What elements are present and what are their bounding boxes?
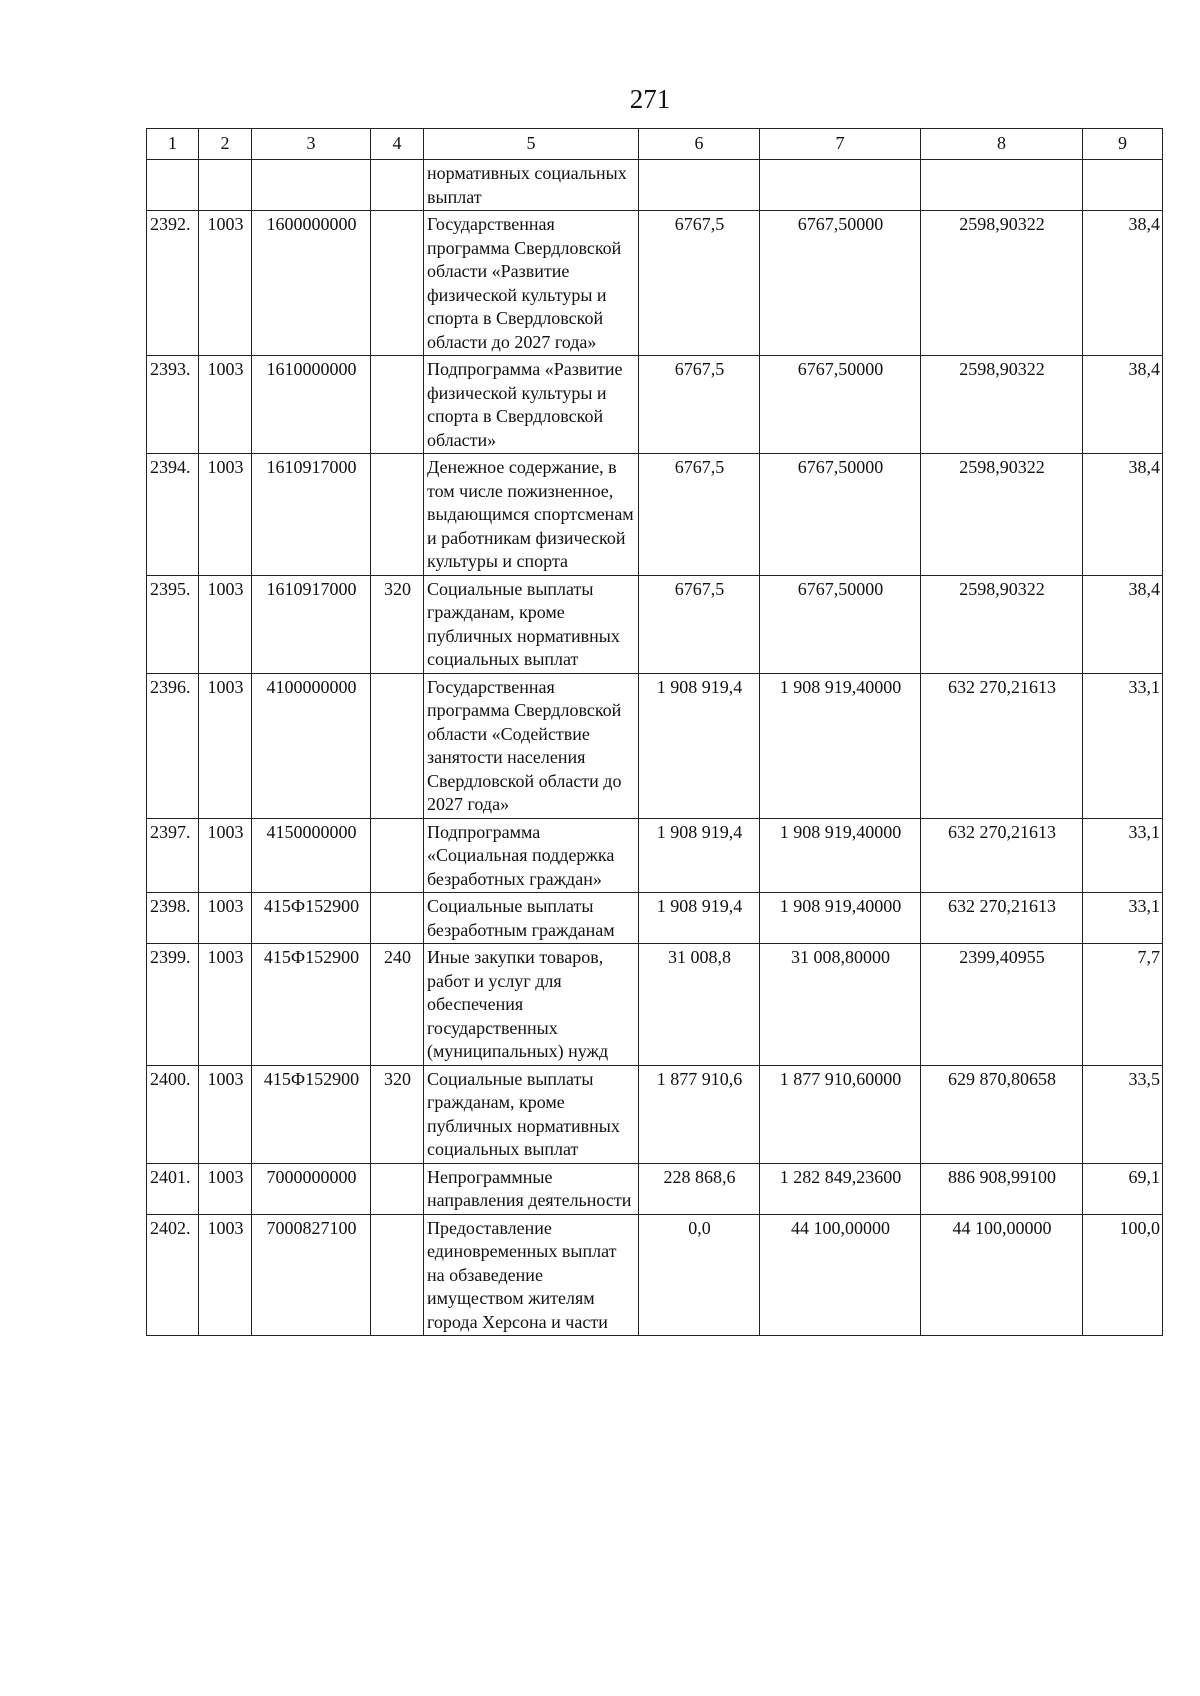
value-col8-cell: 629 870,80658 [921, 1065, 1083, 1163]
section-code-cell: 1003 [199, 1214, 252, 1336]
expense-type-cell [371, 356, 424, 454]
value-col7-cell: 1 908 919,40000 [760, 893, 921, 944]
col-header-9: 9 [1083, 129, 1163, 160]
description-cell: Иные закупки товаров, работ и услуг для обеспечения государственных (муниципальных) нужд [424, 944, 639, 1066]
value-col7-cell: 31 008,80000 [760, 944, 921, 1066]
table-row [147, 1214, 1163, 1336]
value-col8-cell: 2598,90322 [921, 575, 1083, 673]
expense-type-cell [371, 454, 424, 576]
target-code-cell: 1600000000 [252, 211, 371, 356]
expense-type-cell [371, 211, 424, 356]
table-row [147, 673, 1163, 818]
value-col6-cell: 1 908 919,4 [639, 893, 760, 944]
description-cell: Предоставление единовременных выплат на обзаведение имуществом жителям города Херсона и части [424, 1214, 639, 1336]
section-code-cell: 1003 [199, 944, 252, 1066]
target-code-cell: 4150000000 [252, 818, 371, 893]
col-header-7: 7 [760, 129, 921, 160]
section-code-cell: 1003 [199, 673, 252, 818]
row-number-cell: 2393. [147, 356, 199, 454]
row-number-cell: 2401. [147, 1163, 199, 1214]
expense-type-cell [371, 673, 424, 818]
value-col8-cell: 632 270,21613 [921, 673, 1083, 818]
description-cell: Социальные выплаты гражданам, кроме публичных нормативных социальных выплат [424, 1065, 639, 1163]
table-row [147, 211, 1163, 356]
value-col6-cell: 1 877 910,6 [639, 1065, 760, 1163]
section-code-cell: 1003 [199, 1065, 252, 1163]
description-cell: нормативных социальных выплат [424, 160, 639, 211]
table-row [147, 356, 1163, 454]
row-number-cell [147, 160, 199, 211]
value-col8-cell [921, 160, 1083, 211]
percent-cell: 33,1 [1083, 818, 1163, 893]
value-col6-cell: 6767,5 [639, 454, 760, 576]
expense-type-cell: 320 [371, 1065, 424, 1163]
expense-type-cell: 320 [371, 575, 424, 673]
section-code-cell [199, 160, 252, 211]
section-code-cell: 1003 [199, 1163, 252, 1214]
percent-cell: 38,4 [1083, 211, 1163, 356]
section-code-cell: 1003 [199, 893, 252, 944]
col-header-2: 2 [199, 129, 252, 160]
expense-type-cell [371, 1214, 424, 1336]
target-code-cell: 415Ф152900 [252, 1065, 371, 1163]
percent-cell: 38,4 [1083, 356, 1163, 454]
value-col6-cell: 6767,5 [639, 356, 760, 454]
percent-cell: 33,1 [1083, 893, 1163, 944]
row-number-cell: 2402. [147, 1214, 199, 1336]
value-col8-cell: 886 908,99100 [921, 1163, 1083, 1214]
value-col6-cell: 31 008,8 [639, 944, 760, 1066]
value-col7-cell: 6767,50000 [760, 356, 921, 454]
value-col6-cell: 6767,5 [639, 211, 760, 356]
col-header-4: 4 [371, 129, 424, 160]
percent-cell: 7,7 [1083, 944, 1163, 1066]
description-cell: Денежное содержание, в том числе пожизненное, выдающимся спортсменам и работникам физической культуры и спорта [424, 454, 639, 576]
percent-cell: 33,1 [1083, 673, 1163, 818]
page-number: 271 [629, 84, 671, 114]
description-cell: Социальные выплаты гражданам, кроме публичных нормативных социальных выплат [424, 575, 639, 673]
table-row [147, 454, 1163, 576]
value-col6-cell [639, 160, 760, 211]
value-col8-cell: 2598,90322 [921, 211, 1083, 356]
value-col7-cell: 1 282 849,23600 [760, 1163, 921, 1214]
col-header-6: 6 [639, 129, 760, 160]
col-header-3: 3 [252, 129, 371, 160]
budget-table [146, 128, 1163, 1336]
percent-cell: 33,5 [1083, 1065, 1163, 1163]
percent-cell [1083, 160, 1163, 211]
section-code-cell: 1003 [199, 211, 252, 356]
value-col7-cell: 1 908 919,40000 [760, 673, 921, 818]
row-number-cell: 2394. [147, 454, 199, 576]
description-cell: Социальные выплаты безработным гражданам [424, 893, 639, 944]
expense-type-cell [371, 160, 424, 211]
value-col8-cell: 2598,90322 [921, 454, 1083, 576]
expense-type-cell [371, 893, 424, 944]
row-number-cell: 2392. [147, 211, 199, 356]
value-col8-cell: 44 100,00000 [921, 1214, 1083, 1336]
value-col6-cell: 1 908 919,4 [639, 818, 760, 893]
target-code-cell: 1610917000 [252, 575, 371, 673]
target-code-cell: 4100000000 [252, 673, 371, 818]
value-col6-cell: 0,0 [639, 1214, 760, 1336]
percent-cell: 69,1 [1083, 1163, 1163, 1214]
row-number-cell: 2397. [147, 818, 199, 893]
row-number-cell: 2398. [147, 893, 199, 944]
table-row [147, 1163, 1163, 1214]
value-col7-cell: 6767,50000 [760, 575, 921, 673]
value-col8-cell: 632 270,21613 [921, 818, 1083, 893]
description-cell: Подпрограмма «Социальная поддержка безработных граждан» [424, 818, 639, 893]
expense-type-cell: 240 [371, 944, 424, 1066]
percent-cell: 38,4 [1083, 454, 1163, 576]
table-row [147, 818, 1163, 893]
target-code-cell: 415Ф152900 [252, 893, 371, 944]
target-code-cell: 7000827100 [252, 1214, 371, 1336]
percent-cell: 100,0 [1083, 1214, 1163, 1336]
table-row [147, 893, 1163, 944]
row-number-cell: 2396. [147, 673, 199, 818]
value-col7-cell [760, 160, 921, 211]
col-header-1: 1 [147, 129, 199, 160]
value-col8-cell: 2399,40955 [921, 944, 1083, 1066]
table-row [147, 575, 1163, 673]
row-number-cell: 2400. [147, 1065, 199, 1163]
value-col7-cell: 6767,50000 [760, 454, 921, 576]
description-cell: Подпрограмма «Развитие физической культуры и спорта в Свердловской области» [424, 356, 639, 454]
section-code-cell: 1003 [199, 818, 252, 893]
target-code-cell: 1610000000 [252, 356, 371, 454]
target-code-cell: 7000000000 [252, 1163, 371, 1214]
table-row [147, 944, 1163, 1066]
value-col7-cell: 6767,50000 [760, 211, 921, 356]
target-code-cell: 1610917000 [252, 454, 371, 576]
expense-type-cell [371, 1163, 424, 1214]
section-code-cell: 1003 [199, 575, 252, 673]
col-header-5: 5 [424, 129, 639, 160]
description-cell: Государственная программа Свердловской области «Развитие физической культуры и спорта в Свердловской области до 2027 года» [424, 211, 639, 356]
value-col7-cell: 1 877 910,60000 [760, 1065, 921, 1163]
section-code-cell: 1003 [199, 356, 252, 454]
value-col6-cell: 228 868,6 [639, 1163, 760, 1214]
row-number-cell: 2399. [147, 944, 199, 1066]
row-number-cell: 2395. [147, 575, 199, 673]
percent-cell: 38,4 [1083, 575, 1163, 673]
expense-type-cell [371, 818, 424, 893]
header-row [147, 129, 1163, 160]
description-cell: Непрограммные направления деятельности [424, 1163, 639, 1214]
value-col6-cell: 1 908 919,4 [639, 673, 760, 818]
col-header-8: 8 [921, 129, 1083, 160]
value-col8-cell: 632 270,21613 [921, 893, 1083, 944]
description-cell: Государственная программа Свердловской области «Содействие занятости населения Свердловской области до 2027 года» [424, 673, 639, 818]
value-col7-cell: 1 908 919,40000 [760, 818, 921, 893]
value-col8-cell: 2598,90322 [921, 356, 1083, 454]
section-code-cell: 1003 [199, 454, 252, 576]
target-code-cell [252, 160, 371, 211]
value-col6-cell: 6767,5 [639, 575, 760, 673]
table-row [147, 1065, 1163, 1163]
table-row [147, 160, 1163, 211]
value-col7-cell: 44 100,00000 [760, 1214, 921, 1336]
target-code-cell: 415Ф152900 [252, 944, 371, 1066]
